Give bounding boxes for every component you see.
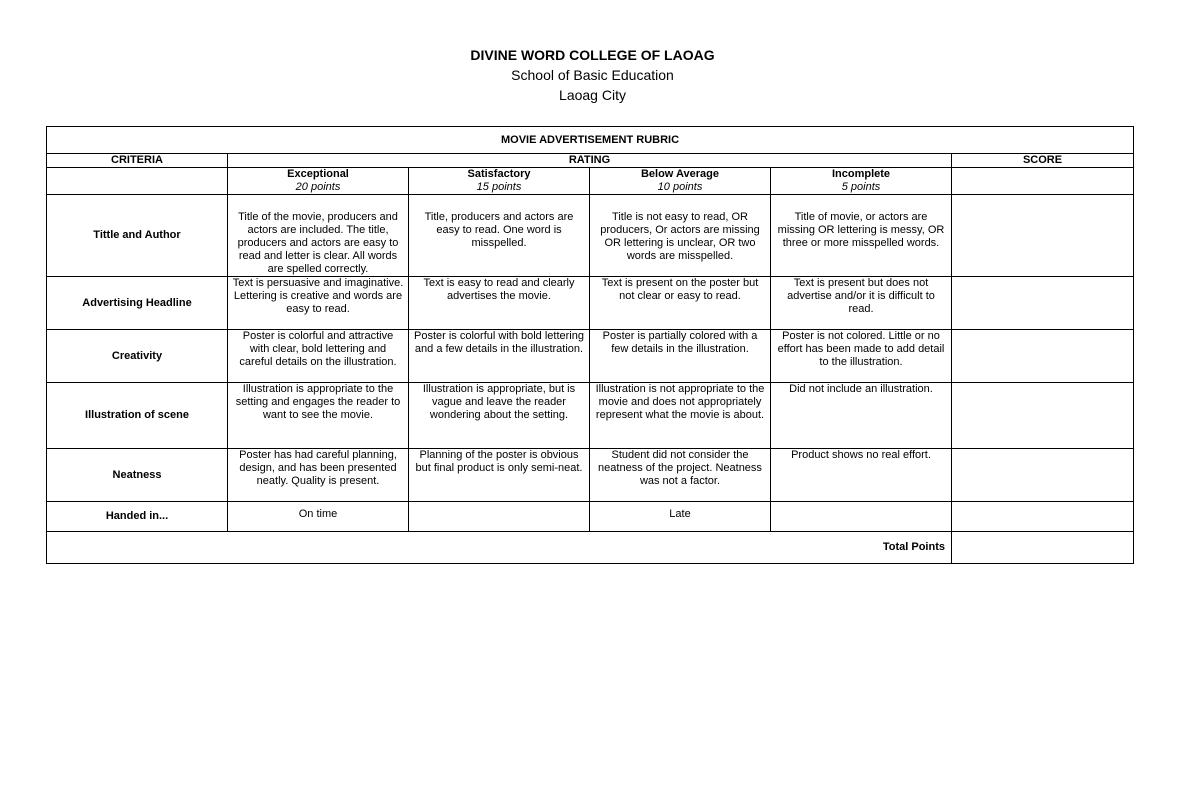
score-header: SCORE xyxy=(952,154,1134,168)
table-row xyxy=(47,195,1134,277)
table-row xyxy=(47,502,1134,532)
level-points: 20 points xyxy=(295,181,341,193)
level-below-average xyxy=(590,168,771,195)
level-points: 15 points xyxy=(476,181,522,193)
level-points: 5 points xyxy=(841,181,881,193)
rubric-description: Did not include an illustration. xyxy=(771,383,952,449)
rubric-description: Product shows no real effort. xyxy=(771,449,952,502)
rubric-description: Poster is not colored. Little or no effort has been made to add detail to the illustration. xyxy=(771,330,952,383)
document-header xyxy=(0,45,1185,105)
level-name: Satisfactory xyxy=(467,168,531,180)
school-name: DIVINE WORD COLLEGE OF LAOAG xyxy=(470,47,715,63)
rubric-description: Title of the movie, producers and actors are included. The title, producers and actors are easy to read and letter is clear. All words are spelled correctly. xyxy=(228,195,409,277)
table-row xyxy=(47,330,1134,383)
rubric-description: Text is easy to read and clearly advertises the movie. xyxy=(409,277,590,330)
score-cell xyxy=(952,502,1134,532)
rubric-title: MOVIE ADVERTISEMENT RUBRIC xyxy=(47,127,1134,154)
rubric-description: Title of movie, or actors are missing OR lettering is messy, OR three or more misspelled words. xyxy=(771,195,952,277)
total-row xyxy=(47,532,1134,564)
empty-cell xyxy=(47,168,228,195)
rubric-description: Illustration is not appropriate to the movie and does not appropriately represent what the movie is about. xyxy=(590,383,771,449)
criterion-label: Neatness xyxy=(47,449,228,502)
score-cell xyxy=(952,195,1134,277)
level-name: Incomplete xyxy=(831,168,891,180)
rubric-description: Poster is colorful with bold lettering and a few details in the illustration. xyxy=(409,330,590,383)
level-points: 10 points xyxy=(657,181,703,193)
empty-cell xyxy=(409,502,590,532)
total-points-label: Total Points xyxy=(47,532,952,564)
rubric-description: Text is present but does not advertise and/or it is difficult to read. xyxy=(771,277,952,330)
table-row xyxy=(47,383,1134,449)
score-cell xyxy=(952,330,1134,383)
score-cell xyxy=(952,277,1134,330)
rubric-description: Title is not easy to read, OR producers, Or actors are missing OR lettering is unclear, OR two words are misspelled. xyxy=(590,195,771,277)
criterion-label: Tittle and Author xyxy=(47,195,228,277)
rubric-description: Poster has had careful planning, design, and has been presented neatly. Quality is present. xyxy=(228,449,409,502)
score-cell xyxy=(952,449,1134,502)
score-cell xyxy=(952,383,1134,449)
city-name: Laoag City xyxy=(559,87,626,103)
rubric-description: Text is present on the poster but not clear or easy to read. xyxy=(590,277,771,330)
rubric-description: Poster is colorful and attractive with clear, bold lettering and careful details on the illustration. xyxy=(228,330,409,383)
criteria-header: CRITERIA xyxy=(47,154,228,168)
department-name: School of Basic Education xyxy=(511,67,674,83)
level-incomplete xyxy=(771,168,952,195)
on-time-label: On time xyxy=(228,502,409,532)
rubric-description: Planning of the poster is obvious but final product is only semi-neat. xyxy=(409,449,590,502)
rating-header: RATING xyxy=(228,154,952,168)
level-exceptional xyxy=(228,168,409,195)
level-name: Exceptional xyxy=(287,168,349,180)
table-row xyxy=(47,277,1134,330)
rubric-description: Illustration is appropriate to the setting and engages the reader to want to see the movie. xyxy=(228,383,409,449)
level-satisfactory xyxy=(409,168,590,195)
criterion-label: Creativity xyxy=(47,330,228,383)
rubric-description: Poster is partially colored with a few details in the illustration. xyxy=(590,330,771,383)
level-name: Below Average xyxy=(640,168,720,180)
rubric-description: Title, producers and actors are easy to read. One word is misspelled. xyxy=(409,195,590,277)
rubric-description: Student did not consider the neatness of the project. Neatness was not a factor. xyxy=(590,449,771,502)
rubric-description: Illustration is appropriate, but is vague and leave the reader wondering about the setting. xyxy=(409,383,590,449)
rubric-table xyxy=(46,126,1134,564)
criterion-label: Handed in... xyxy=(47,502,228,532)
rubric-description: Text is persuasive and imaginative. Lettering is creative and words are easy to read. xyxy=(228,277,409,330)
score-cell xyxy=(952,168,1134,195)
criterion-label: Advertising Headline xyxy=(47,277,228,330)
late-label: Late xyxy=(590,502,771,532)
criterion-label: Illustration of scene xyxy=(47,383,228,449)
total-score-cell xyxy=(952,532,1134,564)
empty-cell xyxy=(771,502,952,532)
table-row xyxy=(47,449,1134,502)
